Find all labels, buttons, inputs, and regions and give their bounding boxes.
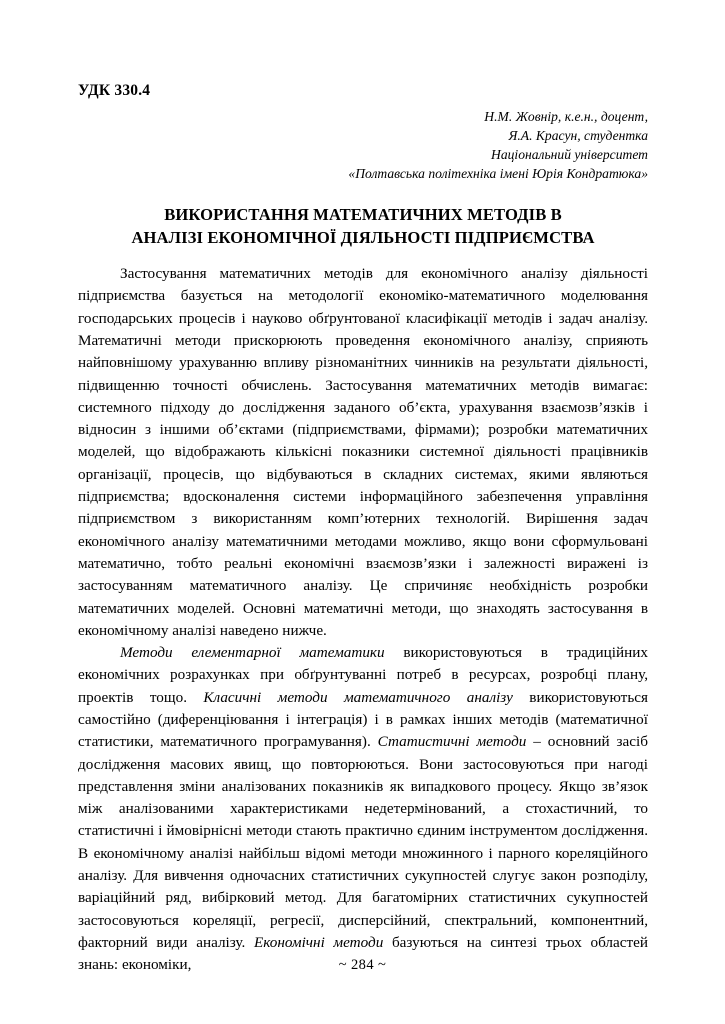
term-elementary-math-methods: Методи елементарної математики: [120, 644, 385, 662]
page-title: [78, 203, 648, 249]
author-line-1: Н.М. Жовнір, к.е.н., доцент,: [484, 109, 648, 125]
article-body: [78, 263, 648, 977]
paragraph-1-text: Застосування математичних методів для економічного аналізу діяльності підприємства базується на методології економіко-математичного моделювання господарських процесів і науково обґрунтованої класифікації методів і задач аналізу. Математичні методи прискорюють проведення економічного аналізу, сприяють найповнішому урахуванню впливу різноманітних чинників на результати діяльності, підвищенню точності обчислень. Застосування математичних методів вимагає: системного підходу до дослідження заданого об’єкта, урахування взаємозв’язків і відносин з іншими об’єктами (підприємствами, фірмами); розробки математичних моделей, що відображають кількісні показники системної діяльності працівників організації, процесів, що відбуваються в складних системах, якими являються підприємства; вдосконалення системи інформаційного забезпечення управління підприємством з використанням комп’ютерних технологій. Вирішення задач економічного аналізу математичними методами можливо, якщо вони сформульовані математично, тобто реальні економічні взаємозв’язки і залежності виражені із застосуванням математичного аналізу. Це спричиняє необхідність розробки математичних моделей. Основні математичні методи, що знаходять застосування в економічному аналізі наведено нижче.: [78, 265, 648, 639]
title-line-1: ВИКОРИСТАННЯ МАТЕМАТИЧНИХ МЕТОДІВ В: [164, 205, 562, 225]
term-classical-analysis-methods: Класичні методи математичного аналізу: [203, 688, 513, 706]
paragraph-2-segment-6: – основний засіб дослідження масових явищ, що повторюються. Вони застосовуються при нагоді представлення зміни аналізованих показників як випадкового процесу. Якщо зв’язок між аналізованими характеристиками недетермінований, а стохастичний, то статистичні і ймовірнісні методи стають практично єдиним інструментом дослідження. В економічному аналізі найбільш відомі методи множинного і парного кореляційного аналізу. Для вивчення одночасних статистичних сукупностей слугує закон розподілу, варіаційний ряд, вибірковий метод. Для багатомірних статистичних сукупностей застосовуються кореляції, регресії, дисперсійний, спектральний, компонентний, факторний види аналізу.: [78, 733, 648, 951]
title-line-2: АНАЛІЗІ ЕКОНОМІЧНОЇ ДІЯЛЬНОСТІ ПІДПРИЄМСТВА: [131, 228, 595, 248]
term-statistical-methods: Статистичні методи: [377, 733, 527, 751]
paragraph-2-segment-2: використовуються в традиційних економічних розрахунках при обґрунтуванні потреб в ресурсах, розробці плану, проектів тощо.: [78, 644, 648, 706]
affiliation-line-1: Національний університет: [491, 147, 648, 163]
author-affiliation-block: [78, 107, 648, 183]
author-line-2: Я.А. Красун, студентка: [508, 128, 648, 144]
paragraph-2: [78, 642, 648, 976]
term-economic-methods: Економічні методи: [253, 933, 384, 951]
paragraph-2-segment-8: базуються на синтезі трьох областей знань: економіки,: [78, 933, 648, 974]
paragraph-2-segment-4: використовуються самостійно (диференціювання і інтеграція) і в рамках інших методів (математичної статистики, математичного програмування).: [78, 688, 648, 751]
udk-code: УДК 330.4: [78, 82, 151, 99]
paragraph-1: [78, 263, 648, 642]
affiliation-line-2: «Полтавська політехніка імені Юрія Кондратюка»: [348, 166, 648, 182]
page-content: [78, 0, 648, 977]
page-number-footer: ~ 284 ~: [338, 957, 387, 973]
